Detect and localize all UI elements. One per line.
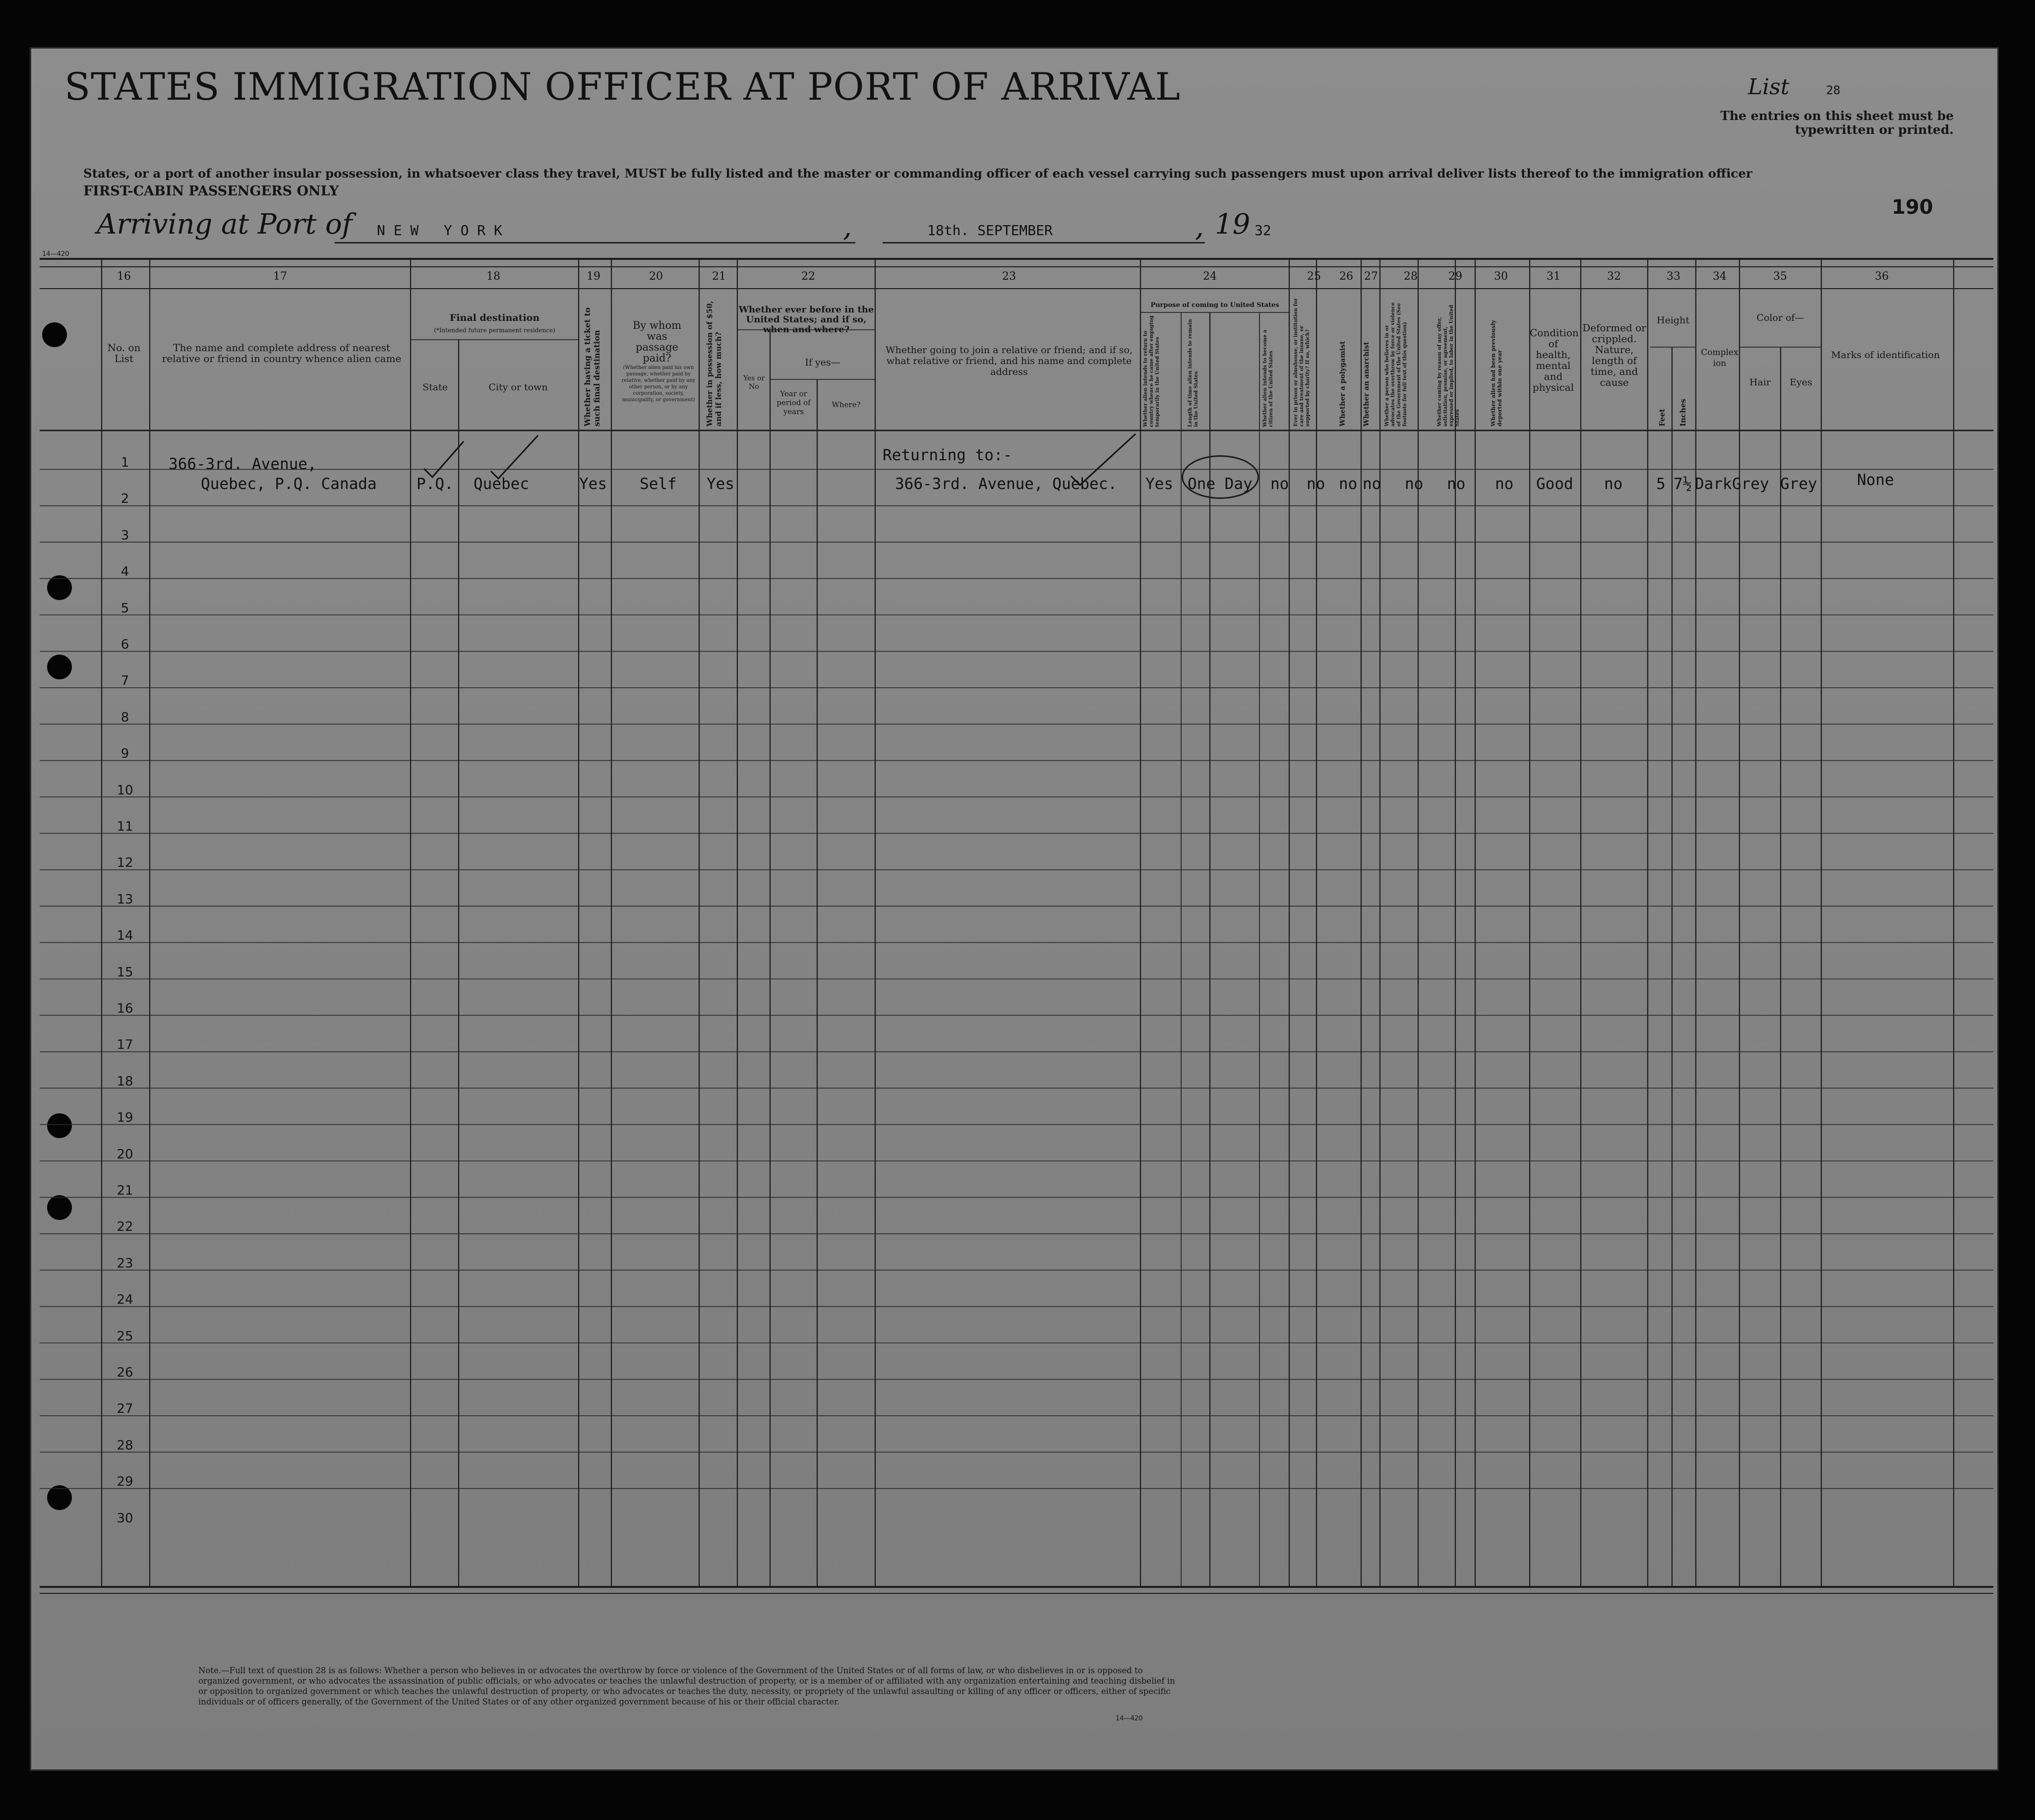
row-number: 22	[117, 1219, 133, 1235]
row1-join-line1: Returning to:-	[883, 446, 1013, 464]
row1-hair: Grey	[1732, 475, 1769, 493]
header-height: Height	[1657, 315, 1689, 326]
row-number: 9	[120, 746, 129, 762]
header-final-destination: Final destination	[449, 312, 540, 323]
row1-overthrow: no	[1405, 475, 1424, 493]
list-number: 28	[1826, 83, 1841, 97]
row1-eyes: Grey	[1780, 475, 1817, 493]
form-code: 14—420	[1116, 1715, 1143, 1722]
header-ticket: Whether having a ticket to such final destination	[583, 307, 601, 426]
row1-ticket: Yes	[579, 475, 607, 493]
row1-marks: None	[1857, 471, 1894, 489]
row-number: 27	[117, 1401, 133, 1417]
col-num-36: 36	[1875, 270, 1889, 283]
arriving-label: Arriving at Port of	[97, 208, 353, 241]
header-passage-note: (Whether alien paid his own passage, whether paid by relative, whether paid by any other person, or by any corporation, society, municipality, or government)	[621, 365, 696, 403]
row-number: 29	[117, 1474, 133, 1490]
arrival-date: 18th. SEPTEMBER	[927, 222, 1053, 239]
col-num-26: 26	[1339, 270, 1353, 283]
row1-complexion: Dark	[1695, 475, 1732, 493]
header-complexion: Complexion	[1701, 348, 1738, 368]
row-number: 7	[120, 673, 129, 689]
header-relative-address: The name and complete address of nearest relative or friend in country whence alien came	[162, 342, 402, 364]
row1-deported: no	[1495, 475, 1514, 493]
col-num-22: 22	[801, 270, 815, 283]
row-number: 4	[120, 564, 129, 580]
row-number: 3	[120, 528, 129, 543]
row1-labor: no	[1447, 475, 1466, 493]
header-color-of: Color of—	[1756, 312, 1804, 323]
col-num-32: 32	[1607, 270, 1621, 283]
header-no-on-list: No. on List	[107, 342, 141, 364]
row-number: 13	[117, 892, 133, 907]
header-polygamist: Whether a polygamist	[1339, 341, 1347, 426]
row-number: 19	[117, 1110, 133, 1126]
header-money: Whether in possession of $50, and if less, how much?	[705, 301, 723, 426]
header-feet: Feet	[1658, 409, 1667, 426]
header-before-in-us: Whether ever before in the United States; and if so, when and where?	[738, 304, 874, 335]
header-state: State	[422, 382, 448, 393]
row1-passage: Self	[640, 475, 677, 493]
col-num-31: 31	[1547, 270, 1560, 283]
header-passage-paid: By whom was passage paid?	[632, 319, 682, 364]
row-number: 18	[117, 1074, 133, 1089]
header-yes-or-no: Yes or No	[743, 374, 765, 391]
header-inches: Inches	[1678, 399, 1687, 426]
row1-feet: 5	[1656, 475, 1666, 493]
col-num-19: 19	[587, 270, 600, 283]
header-eyes: Eyes	[1790, 377, 1812, 388]
row-number: 24	[117, 1292, 133, 1308]
row-number: 23	[117, 1256, 133, 1271]
row1-anarchist: no	[1363, 475, 1381, 493]
col-num-23: 23	[1002, 270, 1016, 283]
col-num-16: 16	[117, 270, 131, 283]
header-purpose: Purpose of coming to United States	[1150, 302, 1279, 309]
row-number: 16	[117, 1001, 133, 1016]
col-num-24: 24	[1203, 270, 1217, 283]
row1-money: Yes	[707, 475, 734, 493]
row1-length-of-stay: One Day	[1188, 475, 1253, 493]
col-num-25: 25	[1307, 270, 1321, 283]
comma-1: ,	[843, 211, 852, 243]
row1-address-line1: 366-3rd. Avenue,	[169, 455, 317, 473]
header-citizen-intent: Whether alien intends to become a citizen of the United States	[1262, 329, 1274, 427]
row-number: 2	[120, 491, 129, 507]
header-overthrow: Whether a person who believes in or advocates the overthrow by force or violence of the Government of the United States (See footnote for full text of this question)	[1384, 302, 1408, 426]
row-number: 28	[117, 1438, 133, 1453]
header-final-destination-note: (*Intended future permanent residence)	[434, 327, 555, 334]
row-number: 21	[117, 1183, 133, 1198]
page-number: 190	[1892, 196, 1933, 219]
header-return-intent: Whether alien intends to return to country whence he came after engaging temporarily in the United States	[1143, 315, 1160, 427]
col-num-27: 27	[1364, 270, 1378, 283]
row-number: 12	[117, 855, 133, 871]
row-number: 25	[117, 1329, 133, 1344]
row-number: 6	[120, 637, 129, 652]
col-num-20: 20	[649, 270, 663, 283]
header-join-relative: Whether going to join a relative or friend; and if so, what relative or friend, and his name and complete address	[886, 345, 1133, 377]
header-where: Where?	[832, 400, 861, 409]
header-prison: Ever in prison or almshouse, or institution for care and treatment of the insane, or supported by charity? If so, which?	[1293, 298, 1311, 426]
col-num-18: 18	[486, 270, 500, 283]
row-number: 17	[117, 1037, 133, 1053]
header-hair: Hair	[1749, 377, 1771, 388]
col-num-29: 29	[1448, 270, 1462, 283]
row-number: 8	[120, 710, 129, 725]
header-identification: Marks of identification	[1831, 350, 1940, 361]
port-name: N E W Y O R K	[377, 222, 502, 239]
header-anarchist: Whether an anarchist	[1363, 342, 1371, 426]
instructions: The entries on this sheet must be typewritten or printed.	[1720, 109, 1954, 137]
row1-deformed: no	[1604, 475, 1623, 493]
header-city: City or town	[488, 382, 548, 393]
col-num-17: 17	[273, 270, 287, 283]
row-number: 15	[117, 965, 133, 980]
col-num-21: 21	[712, 270, 726, 283]
row1-citizen: no	[1270, 475, 1289, 493]
row-number: 11	[117, 819, 133, 834]
form-code-top: 14—420	[42, 250, 69, 258]
row1-join-line2: 366-3rd. Avenue, Quebec.	[895, 475, 1117, 493]
col-num-33: 33	[1667, 270, 1680, 283]
row-number: 10	[117, 783, 133, 798]
row-number: 5	[120, 601, 129, 616]
header-line-1: States, or a port of another insular possession, in whatsoever class they travel, MUST be fully listed and the master or commanding officer of each vessel carrying such passengers must upon arrival deliver lists thereof to the immigration officer	[83, 166, 1752, 181]
comma-2: ,	[1195, 211, 1204, 243]
row-number: 1	[120, 455, 129, 470]
col-num-34: 34	[1713, 270, 1727, 283]
header-health: Condition of health, mental and physical	[1530, 327, 1579, 393]
col-num-28: 28	[1404, 270, 1418, 283]
row-number: 14	[117, 928, 133, 944]
row-number: 20	[117, 1147, 133, 1162]
header-if-yes: If yes—	[805, 357, 840, 368]
row1-polygamist: no	[1339, 475, 1358, 493]
row-number: 26	[117, 1365, 133, 1380]
header-line-2: FIRST-CABIN PASSENGERS ONLY	[83, 183, 339, 199]
col-num-35: 35	[1773, 270, 1787, 283]
footnote: Note.—Full text of question 28 is as follows: Whether a person who believes in or advocates the overthrow by force or violence of the Government of the United States or of all forms of law, or who disbelieves in or is opposed to organized government, or who advocates the assassination of public officials, or who advocates or teaches the unlawful destruction of property, or is a member of or affiliated with any organization entertaining and teaching disbelief in or opposition to organized government or which teaches the unlawful destruction of property, or who advocates or teaches the duty, necessity, or propriety of the unlawful assaulting or killing of any officer or officers, either of specific individuals or of officers generally, of the Government of the United States or of any other organized government because of his or their official character.	[198, 1666, 1175, 1706]
row1-state: P.Q.	[417, 475, 454, 493]
header-length-of-stay: Length of time alien intends to remain in the United States	[1188, 319, 1199, 427]
header-deformed: Deformed or crippled. Nature, length of time, and cause	[1582, 322, 1646, 388]
row1-address-line2: Quebec, P.Q. Canada	[201, 475, 377, 493]
row1-inches: 7½	[1674, 475, 1692, 493]
year-prefix: 19	[1215, 208, 1251, 241]
page-title: STATES IMMIGRATION OFFICER AT PORT OF ARRIVAL	[64, 64, 1181, 109]
col-num-30: 30	[1494, 270, 1508, 283]
row1-health: Good	[1536, 475, 1573, 493]
header-labor: Whether coming by reason of any offer, solicitation, promise, or agreement, expressed or implied, to labor in the United States	[1437, 304, 1460, 426]
row1-city: Quebec	[474, 475, 529, 493]
year-suffix: 32	[1255, 222, 1271, 239]
row-number: 30	[117, 1511, 133, 1526]
row1-prison: no	[1307, 475, 1325, 493]
header-year-period: Year or period of years	[777, 389, 811, 416]
list-label: List	[1748, 74, 1790, 100]
row1-return-intent: Yes	[1145, 475, 1173, 493]
header-deported: Whether alien had been previously deported within one year	[1490, 320, 1503, 426]
